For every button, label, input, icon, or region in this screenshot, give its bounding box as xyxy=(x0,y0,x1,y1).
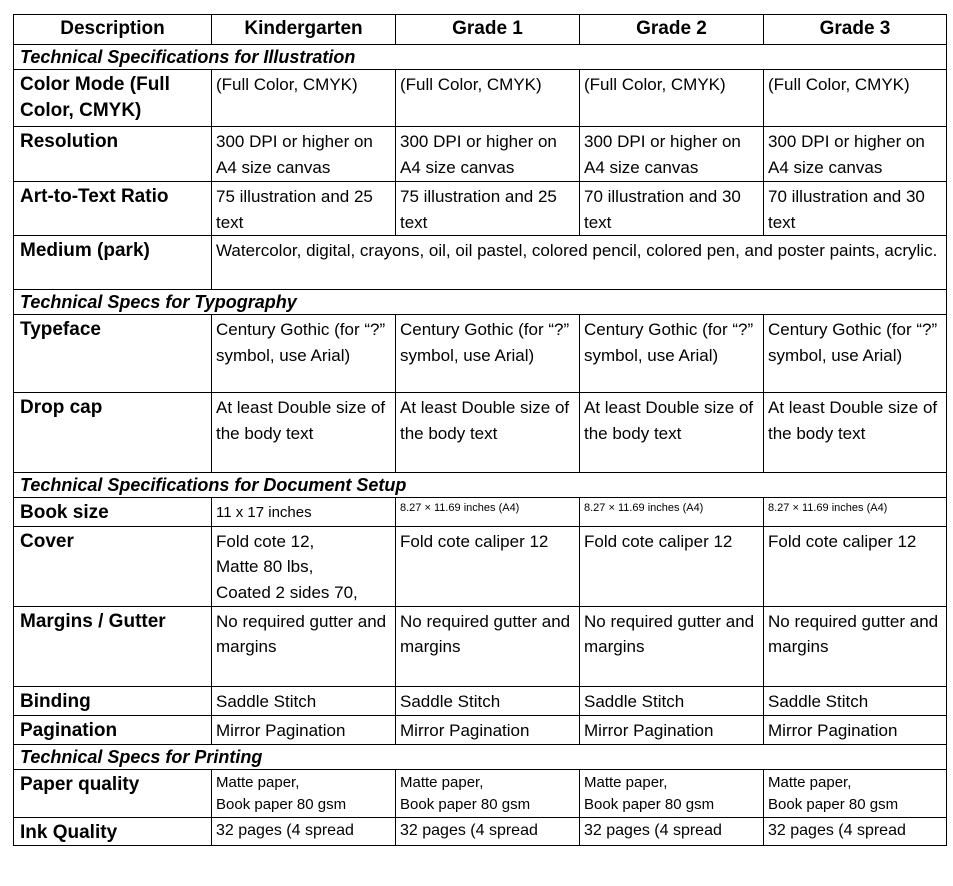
spec-table-wrapper xyxy=(13,14,947,846)
cell-kindergarten: Century Gothic (for “?” symbol, use Arial) xyxy=(212,315,396,393)
row-label-resolution: Resolution xyxy=(14,127,212,182)
cell-grade-3: Century Gothic (for “?” symbol, use Arial) xyxy=(764,315,947,393)
cell-grade-2: Century Gothic (for “?” symbol, use Arial) xyxy=(580,315,764,393)
cell-grade-3: Matte paper, Book paper 80 gsm xyxy=(764,769,947,817)
cell-grade-2: Mirror Pagination xyxy=(580,715,764,744)
section-row xyxy=(14,744,947,769)
header-grade-2: Grade 2 xyxy=(580,15,764,45)
cell-grade-2: (Full Color, CMYK) xyxy=(580,70,764,127)
row-label-cover: Cover xyxy=(14,526,212,606)
section-printing: Technical Specs for Printing xyxy=(14,744,947,769)
cell-grade-1: No required gutter and margins xyxy=(396,606,580,686)
cell-grade-1: 32 pages (4 spread xyxy=(396,817,580,846)
cell-grade-1: Saddle Stitch xyxy=(396,686,580,715)
cell-kindergarten: 75 illustration and 25 text xyxy=(212,182,396,236)
cell-kindergarten: 32 pages (4 spread xyxy=(212,817,396,846)
cell-kindergarten: No required gutter and margins xyxy=(212,606,396,686)
cell-medium-all-grades: Watercolor, digital, crayons, oil, oil pastel, colored pencil, colored pen, and poster paints, acrylic. xyxy=(212,236,947,290)
table-row xyxy=(14,498,947,527)
section-typography: Technical Specs for Typography xyxy=(14,290,947,315)
table-row xyxy=(14,236,947,290)
table-row xyxy=(14,315,947,393)
cell-grade-1: Century Gothic (for “?” symbol, use Arial) xyxy=(396,315,580,393)
row-label-book-size: Book size xyxy=(14,498,212,527)
table-row xyxy=(14,715,947,744)
cell-kindergarten: 300 DPI or higher on A4 size canvas xyxy=(212,127,396,182)
section-row xyxy=(14,45,947,70)
cell-kindergarten: At least Double size of the body text xyxy=(212,393,396,473)
cell-grade-2: Saddle Stitch xyxy=(580,686,764,715)
cell-grade-2: Matte paper, Book paper 80 gsm xyxy=(580,769,764,817)
cell-grade-2: No required gutter and margins xyxy=(580,606,764,686)
row-label-ink-quality: Ink Quality xyxy=(14,817,212,846)
header-grade-3: Grade 3 xyxy=(764,15,947,45)
cell-grade-1: 300 DPI or higher on A4 size canvas xyxy=(396,127,580,182)
cell-grade-1: 8.27 × 11.69 inches (A4) xyxy=(396,498,580,527)
cell-grade-3: Saddle Stitch xyxy=(764,686,947,715)
cell-grade-2: 70 illustration and 30 text xyxy=(580,182,764,236)
cell-grade-3: 32 pages (4 spread xyxy=(764,817,947,846)
cell-grade-3: No required gutter and margins xyxy=(764,606,947,686)
cell-grade-1: 75 illustration and 25 text xyxy=(396,182,580,236)
cell-grade-3: 70 illustration and 30 text xyxy=(764,182,947,236)
cell-grade-3: (Full Color, CMYK) xyxy=(764,70,947,127)
row-label-color-mode: Color Mode (Full Color, CMYK) xyxy=(14,70,212,127)
cell-grade-1: Matte paper, Book paper 80 gsm xyxy=(396,769,580,817)
cell-kindergarten: (Full Color, CMYK) xyxy=(212,70,396,127)
table-row xyxy=(14,70,947,127)
table-row xyxy=(14,769,947,817)
cell-grade-2: 32 pages (4 spread xyxy=(580,817,764,846)
cell-grade-2: At least Double size of the body text xyxy=(580,393,764,473)
spec-table xyxy=(13,14,947,846)
table-row xyxy=(14,526,947,606)
section-row xyxy=(14,290,947,315)
section-document-setup: Technical Specifications for Document Setup xyxy=(14,473,947,498)
cell-grade-3: Mirror Pagination xyxy=(764,715,947,744)
cell-grade-3: At least Double size of the body text xyxy=(764,393,947,473)
row-label-pagination: Pagination xyxy=(14,715,212,744)
cell-kindergarten: Saddle Stitch xyxy=(212,686,396,715)
cell-grade-2: Fold cote caliper 12 xyxy=(580,526,764,606)
cell-kindergarten: Matte paper, Book paper 80 gsm xyxy=(212,769,396,817)
cell-grade-3: 300 DPI or higher on A4 size canvas xyxy=(764,127,947,182)
cell-kindergarten: 11 x 17 inches xyxy=(212,498,396,527)
header-row xyxy=(14,15,947,45)
header-grade-1: Grade 1 xyxy=(396,15,580,45)
row-label-medium: Medium (park) xyxy=(14,236,212,290)
cell-grade-3: Fold cote caliper 12 xyxy=(764,526,947,606)
row-label-paper-quality: Paper quality xyxy=(14,769,212,817)
cell-kindergarten: Mirror Pagination xyxy=(212,715,396,744)
cell-grade-2: 8.27 × 11.69 inches (A4) xyxy=(580,498,764,527)
header-description: Description xyxy=(14,15,212,45)
cell-grade-1: Fold cote caliper 12 xyxy=(396,526,580,606)
row-label-typeface: Typeface xyxy=(14,315,212,393)
table-row xyxy=(14,686,947,715)
cell-grade-1: (Full Color, CMYK) xyxy=(396,70,580,127)
row-label-art-to-text: Art-to-Text Ratio xyxy=(14,182,212,236)
cell-grade-1: Mirror Pagination xyxy=(396,715,580,744)
cell-grade-2: 300 DPI or higher on A4 size canvas xyxy=(580,127,764,182)
section-row xyxy=(14,473,947,498)
table-row xyxy=(14,393,947,473)
row-label-binding: Binding xyxy=(14,686,212,715)
table-row xyxy=(14,817,947,846)
table-row xyxy=(14,127,947,182)
table-row xyxy=(14,182,947,236)
row-label-margins: Margins / Gutter xyxy=(14,606,212,686)
header-kindergarten: Kindergarten xyxy=(212,15,396,45)
section-illustration: Technical Specifications for Illustration xyxy=(14,45,947,70)
cell-kindergarten: Fold cote 12, Matte 80 lbs, Coated 2 sides 70, xyxy=(212,526,396,606)
cell-grade-1: At least Double size of the body text xyxy=(396,393,580,473)
cell-grade-3: 8.27 × 11.69 inches (A4) xyxy=(764,498,947,527)
row-label-drop-cap: Drop cap xyxy=(14,393,212,473)
table-row xyxy=(14,606,947,686)
